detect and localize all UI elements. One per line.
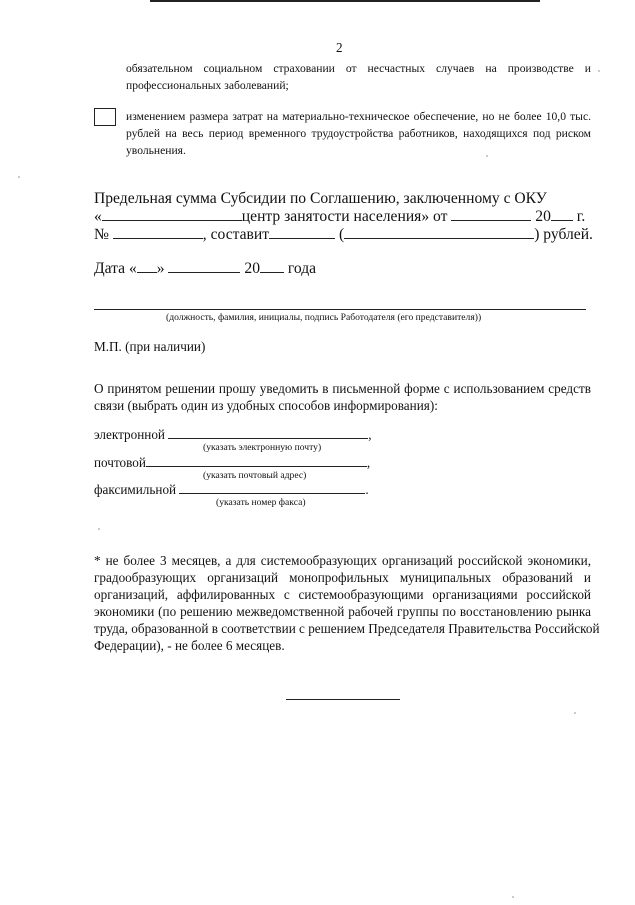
paren-open: ( — [338, 226, 345, 243]
end-rule — [286, 699, 400, 700]
postal-hint: (указать почтовый адрес) — [203, 470, 307, 481]
fax-row — [94, 481, 369, 498]
postal-label: почтовой — [94, 455, 146, 470]
list-item-2-line3: увольнения. — [126, 144, 186, 157]
email-end: , — [368, 427, 372, 442]
amount-words-blank[interactable] — [344, 226, 534, 239]
fax-number-field[interactable] — [179, 481, 365, 494]
postal-row — [94, 454, 370, 471]
fax-end: . — [365, 482, 369, 497]
scan-speck — [18, 176, 20, 178]
stamp-label: М.П. (при наличии) — [94, 339, 206, 354]
date-suffix: года — [287, 260, 317, 277]
postal-address-field[interactable] — [146, 454, 367, 467]
top-border-line — [150, 0, 540, 2]
fax-label: факсимильной — [94, 482, 177, 497]
scan-speck — [98, 528, 100, 530]
footnote-line2: градообразующих организаций монопрофильных муниципальных образований и — [94, 570, 591, 585]
footnote-line6: Федерации), - не более 6 месяцев. — [94, 638, 285, 653]
date-year: 20 — [244, 260, 260, 277]
subsidy-amount-label: , составит — [202, 226, 270, 243]
date-close-quote: » — [156, 260, 165, 277]
footnote-line4: экономики (по решению межведомственной рабочей группы по восстановлению рынка — [94, 604, 591, 619]
scan-speck — [486, 155, 488, 157]
date-line — [94, 260, 316, 278]
scan-speck — [598, 70, 600, 72]
footnote-line5: труда, образованной в соответствии с решением Председателя Правительства Российской — [94, 621, 600, 636]
postal-end: , — [366, 455, 371, 470]
fax-hint: (указать номер факса) — [216, 497, 306, 508]
agreement-number-blank[interactable] — [113, 226, 203, 239]
subsidy-line3 — [94, 226, 593, 244]
page-number: 2 — [336, 40, 343, 55]
list-item-2-line1: изменением размера затрат на материально-техническое обеспечение, но не более 10,0 тыс. — [126, 110, 591, 123]
amount-digits-blank[interactable] — [269, 226, 335, 239]
footnote-line3: организаций, аффилированных с системообразующими организациями российской — [94, 587, 591, 602]
signature-line[interactable] — [94, 309, 586, 310]
list-item-1-line2: профессиональных заболеваний; — [126, 79, 289, 92]
notify-line1: О принятом решении прошу уведомить в письменной форме с использованием средств — [94, 381, 591, 396]
notify-line2: связи (выбрать один из удобных способов информирования): — [94, 398, 438, 413]
subsidy-year-suffix: г. — [576, 208, 586, 225]
date-year-blank[interactable] — [260, 260, 284, 273]
subsidy-line1: Предельная сумма Субсидии по Соглашению, заключенному с ОКУ — [94, 190, 547, 207]
number-sign: № — [94, 226, 109, 243]
list-item-2-line2: рублей на весь период временного трудоустройства работников, находящихся под риском — [126, 127, 591, 140]
subsidy-line2 — [94, 208, 585, 226]
date-month-blank[interactable] — [168, 260, 240, 273]
signature-caption: (должность, фамилия, инициалы, подпись Работодателя (его представителя)) — [166, 312, 482, 323]
list-item-1-line1: обязательном социальном страховании от несчастных случаев на производстве и — [126, 62, 591, 75]
footnote-line1: * не более 3 месяцев, а для системообразующих организаций российской экономики, — [94, 553, 591, 568]
email-hint: (указать электронную почту) — [203, 442, 322, 453]
checkbox[interactable] — [94, 108, 116, 126]
subsidy-org: центр занятости населения» от — [241, 208, 448, 225]
email-label: электронной — [94, 427, 165, 442]
subsidy-year: 20 — [535, 208, 551, 225]
date-day-blank[interactable] — [137, 260, 157, 273]
date-prefix: Дата « — [94, 260, 137, 277]
org-name-blank[interactable] — [102, 208, 242, 221]
subsidy-open-quote: « — [94, 208, 102, 225]
scan-speck — [512, 896, 514, 898]
email-field[interactable] — [168, 426, 368, 439]
subsidy-currency: ) рублей. — [534, 226, 593, 243]
agreement-year-blank[interactable] — [551, 208, 573, 221]
agreement-date-blank[interactable] — [451, 208, 531, 221]
scan-speck — [574, 712, 576, 714]
email-row — [94, 426, 372, 443]
